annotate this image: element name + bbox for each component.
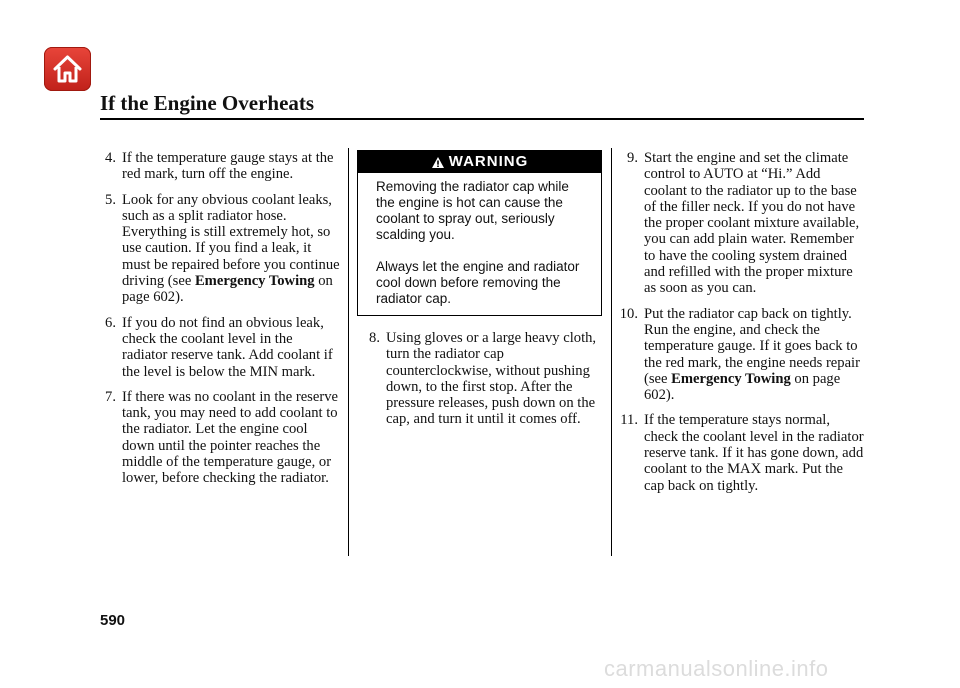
home-icon: [51, 53, 84, 85]
warning-box: [357, 150, 602, 316]
step-number: 8.: [369, 330, 380, 346]
step-number: 5.: [105, 191, 116, 208]
warning-label: WARNING: [448, 153, 529, 170]
title-rule: [100, 118, 864, 120]
step-4: [94, 150, 340, 183]
step-text-tail: on page 602).: [122, 273, 333, 306]
home-button[interactable]: [44, 47, 91, 91]
emergency-towing-link[interactable]: Emergency Towing: [194, 273, 315, 290]
step-text: If there was no coolant in the reserve tank, you may need to add coolant to the radiator. Let the engine cool down until the pointer reaches the middle of the temperature gauge, or lower, before checking the radiator.: [122, 388, 338, 487]
step-8: [358, 330, 603, 428]
step-number: 11.: [620, 412, 638, 429]
step-number: 4.: [105, 150, 116, 166]
column-divider: [348, 148, 349, 556]
step-number: 9.: [627, 150, 638, 166]
step-number: 7.: [105, 388, 116, 405]
step-text: Using gloves or a large heavy cloth, turn the radiator cap counterclockwise, without pushing down, to the first stop. After the pressure releases, push down on the cap, and turn it until it comes off.: [386, 330, 597, 428]
column-divider: [611, 148, 612, 556]
step-11: [616, 412, 866, 493]
warning-header: [358, 151, 601, 173]
emergency-towing-link[interactable]: Emergency Towing: [671, 370, 791, 387]
step-9: [616, 150, 866, 297]
step-6: [94, 315, 340, 380]
step-10: [616, 306, 866, 404]
column-middle: [358, 150, 603, 437]
step-number: 6.: [105, 314, 116, 331]
step-number: 10.: [619, 305, 638, 322]
page-number: 590: [100, 612, 126, 629]
step-text: Look for any obvious coolant leaks, such as a split radiator hose. Everything is still extremely hot, so use caution. If you find a leak, it must be repaired before you continue driving (see: [122, 191, 340, 290]
warning-body: [358, 173, 601, 315]
warning-paragraph: Removing the radiator cap while the engine is hot can cause the coolant to spray out, seriously scalding you.: [376, 179, 569, 242]
warning-triangle-icon: [431, 156, 445, 169]
step-5: [94, 192, 340, 306]
watermark: carmanualsonline.info: [604, 656, 829, 681]
step-text: If you do not find an obvious leak, check the coolant level in the radiator reserve tank. Add coolant if the level is below the MIN mark.: [122, 314, 333, 380]
column-right: [616, 150, 866, 503]
warning-paragraph: Always let the engine and radiator cool down before removing the radiator cap.: [376, 259, 580, 306]
step-text: If the temperature stays normal, check the coolant level in the radiator reserve tank. If it has gone down, add coolant to the MAX mark. Put the cap back on tightly.: [644, 412, 864, 494]
column-left: [94, 150, 340, 496]
page-title: If the Engine Overheats: [100, 91, 315, 115]
step-text: If the temperature gauge stays at the red mark, turn off the engine.: [122, 150, 334, 183]
step-text-tail: on page 602).: [644, 370, 841, 404]
step-text: Put the radiator cap back on tightly. Run the engine, and check the temperature gauge. If it goes back to the red mark, the engine needs repair (see: [644, 305, 860, 387]
step-7: [94, 389, 340, 487]
step-text: Start the engine and set the climate control to AUTO at “Hi.” Add coolant to the radiator up to the base of the filler neck. If you do not have the proper coolant mixture available, you can add plain water. Remember to have the cooling system drained and refilled with the proper mixture as soon as you can.: [644, 150, 860, 297]
